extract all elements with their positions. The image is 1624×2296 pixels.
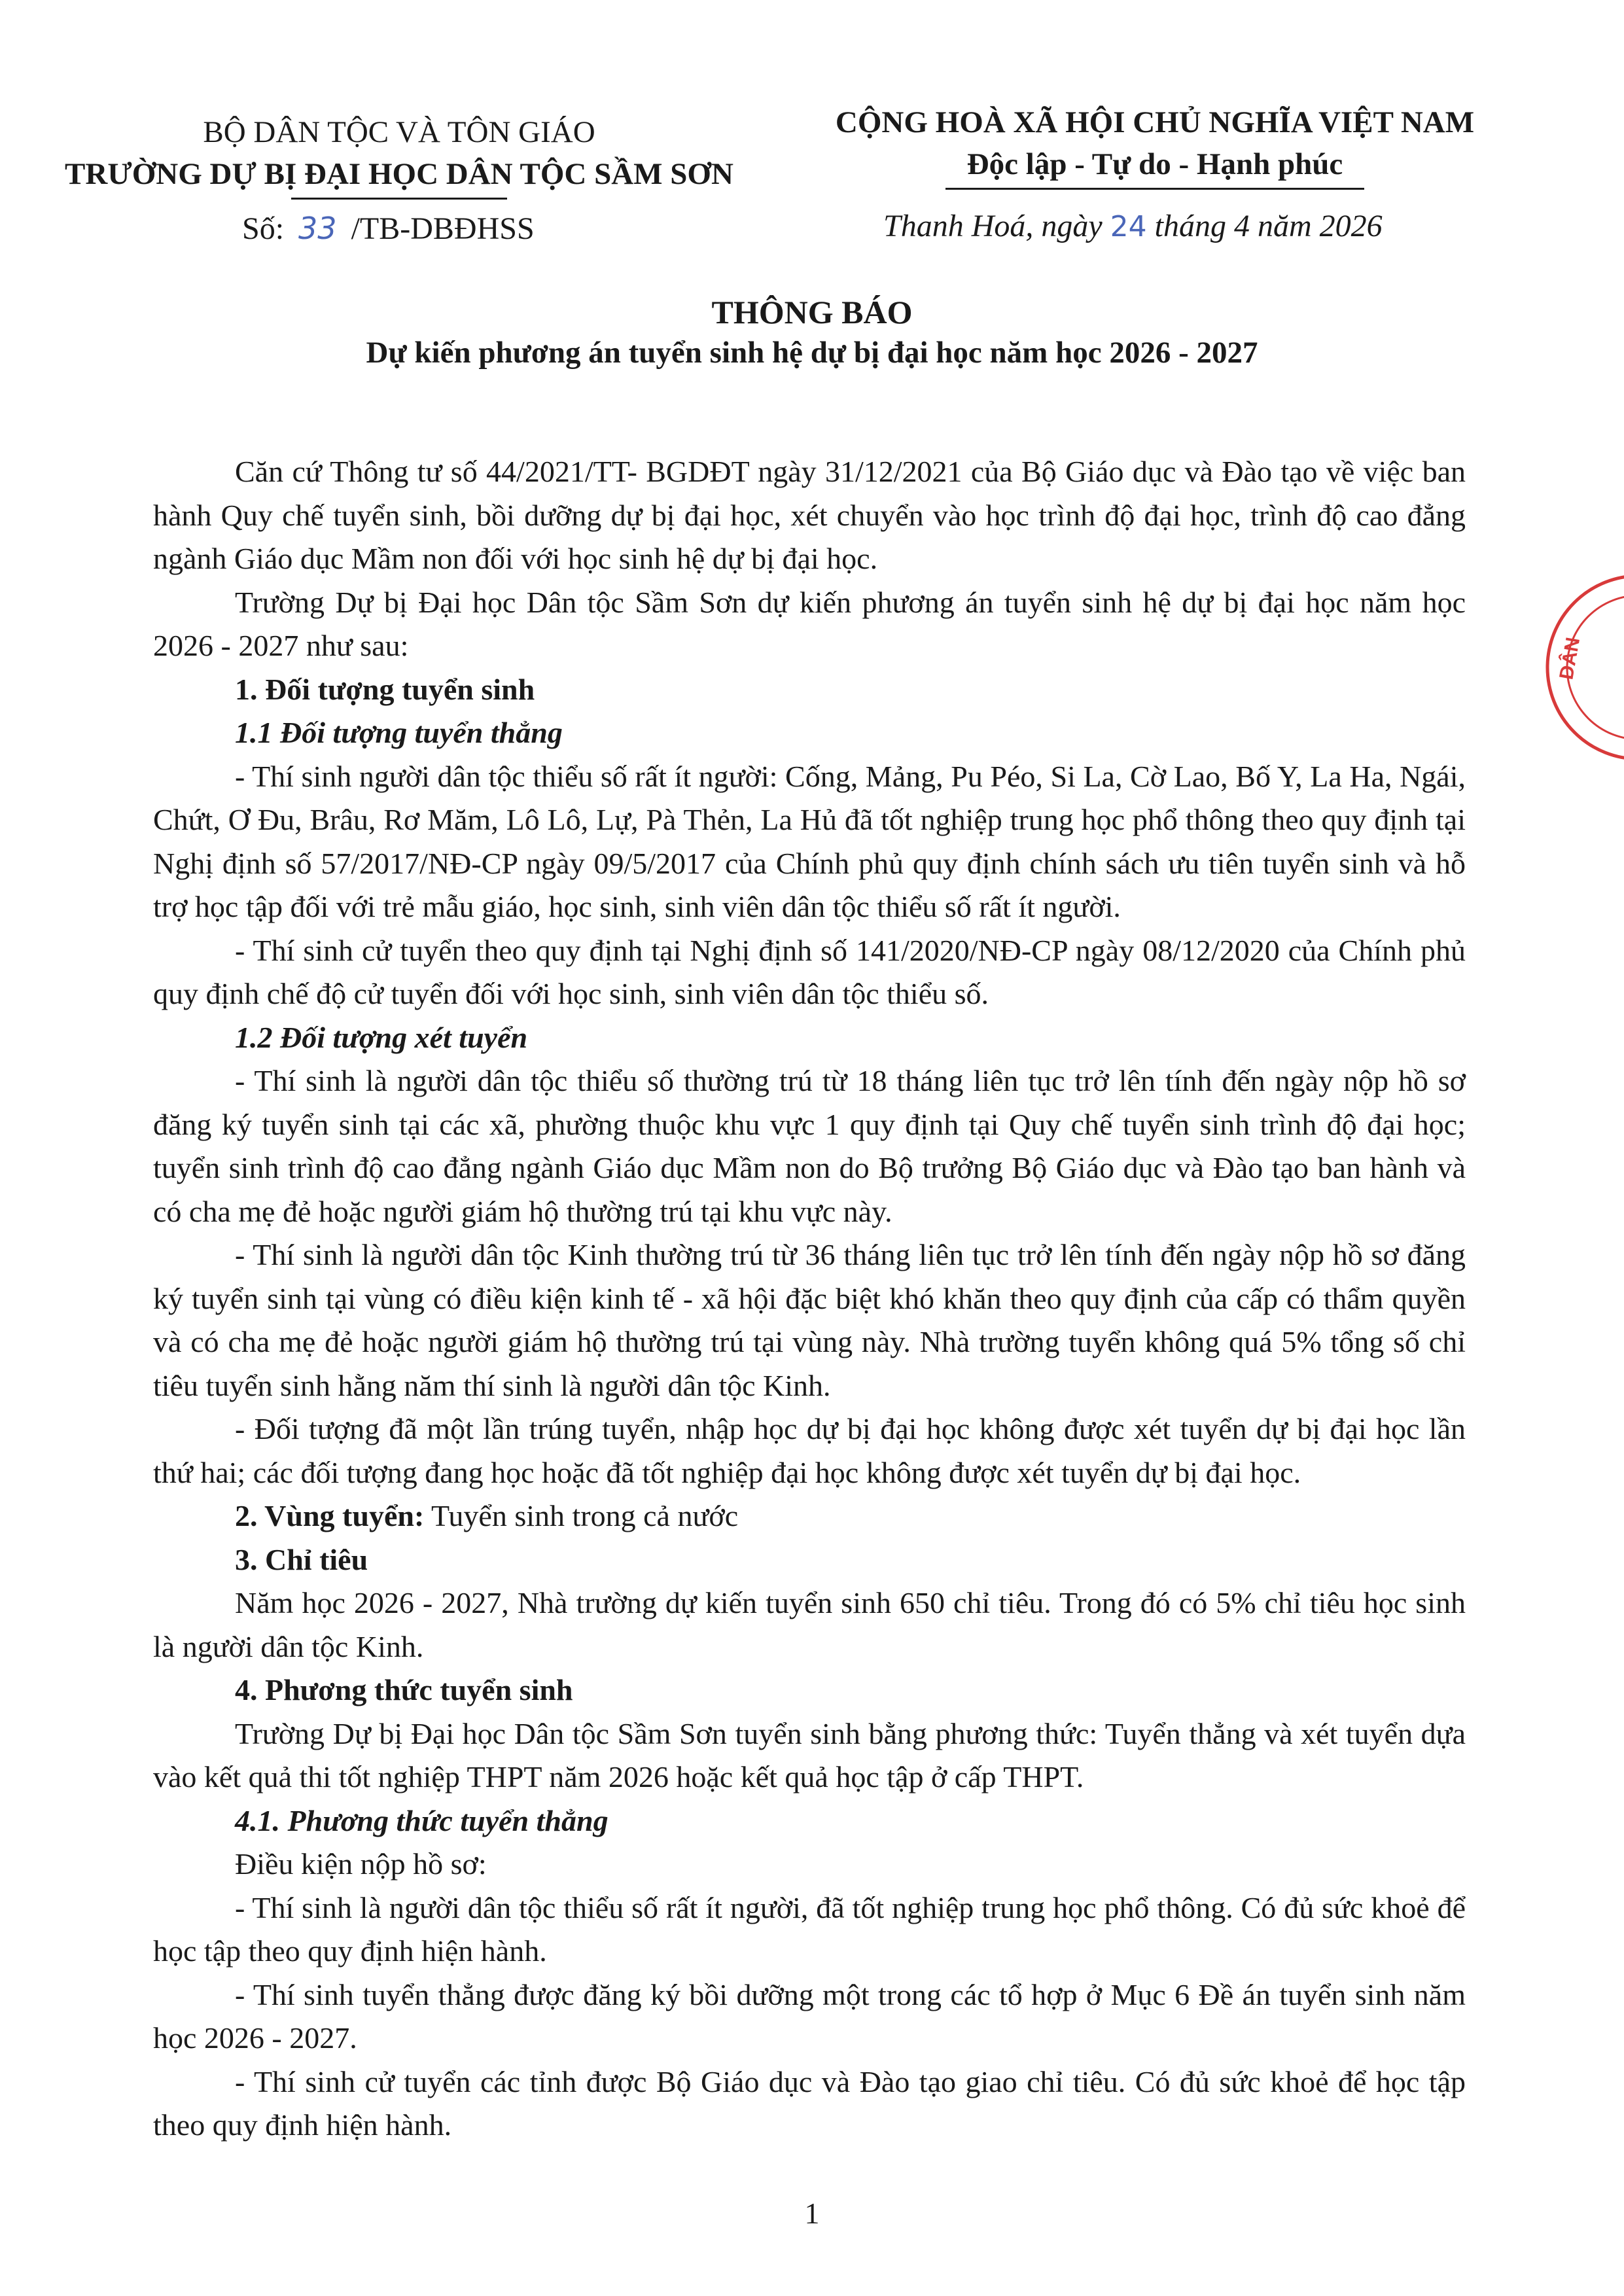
date-day-handwritten: 24 — [1110, 210, 1147, 243]
paragraph: - Thí sinh là người dân tộc thiểu số thường trú từ 18 tháng liên tục trở lên tính đến ngày nộp hồ sơ đăng ký tuyển sinh tại các xã, phường thuộc khu vực 1 quy định tại Quy chế tuyển sinh trình độ đại học; tuyển sinh trình độ cao đẳng ngành Giáo dục Mầm non do Bộ trưởng Bộ Giáo dục và Đào tạo ban hành và có cha mẹ đẻ hoặc người giám hộ thường trú tại khu vực này. — [153, 1064, 1466, 1228]
ministry-name: BỘ DÂN TỘC VÀ TÔN GIÁO — [203, 115, 595, 149]
country-name: CỘNG HOÀ XÃ HỘI CHỦ NGHĨA VIỆT NAM — [835, 105, 1475, 139]
page-number: 1 — [804, 2197, 820, 2230]
subsection-heading: 1.1 Đối tượng tuyển thẳng — [235, 716, 563, 749]
paragraph: Năm học 2026 - 2027, Nhà trường dự kiến tuyển sinh 650 chỉ tiêu. Trong đó có 5% chỉ tiêu học sinh là người dân tộc Kinh. — [153, 1586, 1466, 1663]
red-seal-stamp-icon — [1541, 569, 1624, 766]
section-heading-inline — [153, 1494, 1466, 1538]
national-motto — [736, 101, 1574, 190]
paragraph: Trường Dự bị Đại học Dân tộc Sầm Sơn tuyển sinh bằng phương thức: Tuyển thẳng và xét tuyển dựa vào kết quả thi tốt nghiệp THPT năm 2026 hoặc kết quả học tập ở cấp THPT. — [153, 1716, 1466, 1793]
paragraph: - Thí sinh là người dân tộc thiểu số rất ít người, đã tốt nghiệp trung học phổ thông. Có đủ sức khoẻ để học tập theo quy định hiện hành. — [153, 1890, 1466, 1968]
authority-underline — [291, 198, 507, 200]
date-prefix: Thanh Hoá, ngày — [883, 209, 1103, 243]
section-heading: 4. Phương thức tuyển sinh — [235, 1673, 573, 1706]
subsection-heading: 1.2 Đối tượng xét tuyển — [235, 1020, 528, 1054]
paragraph: Trường Dự bị Đại học Dân tộc Sầm Sơn dự kiến phương án tuyển sinh hệ dự bị đại học năm học 2026 - 2027 như sau: — [153, 585, 1466, 662]
document-title: THÔNG BÁO — [711, 294, 913, 330]
section-label: 2. Vùng tuyển: — [235, 1499, 425, 1532]
doc-number-suffix: /TB-DBĐHSS — [351, 211, 535, 246]
issue-date — [883, 208, 1383, 244]
paragraph: - Thí sinh cử tuyển theo quy định tại Nghị định số 141/2020/NĐ-CP ngày 08/12/2020 của Chính phủ quy định chế độ cử tuyển đối với học sinh, sinh viên dân tộc thiểu số. — [153, 933, 1466, 1010]
motto-underline — [945, 188, 1364, 190]
section-heading: 3. Chỉ tiêu — [235, 1542, 368, 1576]
section-heading: 1. Đối tượng tuyển sinh — [235, 672, 535, 706]
paragraph: - Đối tượng đã một lần trúng tuyển, nhập học dự bị đại học không được xét tuyển dự bị đại học lần thứ hai; các đối tượng đang học hoặc đã tốt nghiệp đại học không được xét tuyển dự bị đại học. — [153, 1412, 1466, 1489]
section-inline-text: Tuyển sinh trong cả nước — [424, 1499, 739, 1532]
paragraph: - Thí sinh cử tuyển các tỉnh được Bộ Giáo dục và Đào tạo giao chỉ tiêu. Có đủ sức khoẻ để học tập theo quy định hiện hành. — [153, 2064, 1466, 2142]
document-body — [153, 450, 1466, 2147]
doc-number-handwritten: 33 — [298, 211, 337, 246]
paragraph: - Thí sinh là người dân tộc Kinh thường trú từ 36 tháng liên tục trở lên tính đến ngày nộp hồ sơ đăng ký tuyển sinh tại vùng có điều kiện kinh tế - xã hội đặc biệt khó khăn theo quy định của cấp có thẩm quyền và có cha mẹ đẻ hoặc người giám hộ thường trú tại vùng này. Nhà trường tuyển không quá 5% tổng số chỉ tiêu tuyển sinh hằng năm thí sinh là người dân tộc Kinh. — [153, 1238, 1466, 1402]
document-number — [242, 211, 535, 247]
stamp-text: DÂN — [1555, 635, 1585, 682]
date-suffix: tháng 4 năm 2026 — [1154, 209, 1383, 243]
issuing-authority — [62, 111, 736, 200]
paragraph: Điều kiện nộp hồ sơ: — [235, 1847, 487, 1881]
school-name: TRƯỜNG DỰ BỊ ĐẠI HỌC DÂN TỘC SẦM SƠN — [65, 157, 733, 191]
document-subtitle: Dự kiến phương án tuyển sinh hệ dự bị đại học năm học 2026 - 2027 — [366, 336, 1258, 370]
paragraph: - Thí sinh người dân tộc thiểu số rất ít người: Cống, Mảng, Pu Péo, Si La, Cờ Lao, Bố Y, La Ha, Ngái, Chứt, Ơ Đu, Brâu, Rơ Măm, Lô Lô, Lự, Pà Thẻn, La Hủ đã tốt nghiệp trung học phổ thông theo quy định tại Nghị định số 57/2017/NĐ-CP ngày 09/5/2017 của Chính phủ quy định chính sách ưu tiên tuyển sinh và hỗ trợ học tập đối với trẻ mẫu giáo, học sinh, sinh viên dân tộc thiểu số rất ít người. — [153, 759, 1466, 923]
paragraph: Căn cứ Thông tư số 44/2021/TT- BGDĐT ngày 31/12/2021 của Bộ Giáo dục và Đào tạo về việc ban hành Quy chế tuyển sinh, bồi dưỡng dự bị đại học, xét chuyển vào học trình độ đại học, trình độ cao đẳng ngành Giáo dục Mầm non đối với học sinh hệ dự bị đại học. — [153, 455, 1466, 575]
doc-number-prefix: Số: — [242, 211, 285, 246]
paragraph: - Thí sinh tuyển thẳng được đăng ký bồi dưỡng một trong các tổ hợp ở Mục 6 Đề án tuyển sinh năm học 2026 - 2027. — [153, 1977, 1466, 2055]
subsection-heading: 4.1. Phương thức tuyển thẳng — [235, 1803, 609, 1837]
motto: Độc lập - Tự do - Hạnh phúc — [966, 147, 1343, 181]
